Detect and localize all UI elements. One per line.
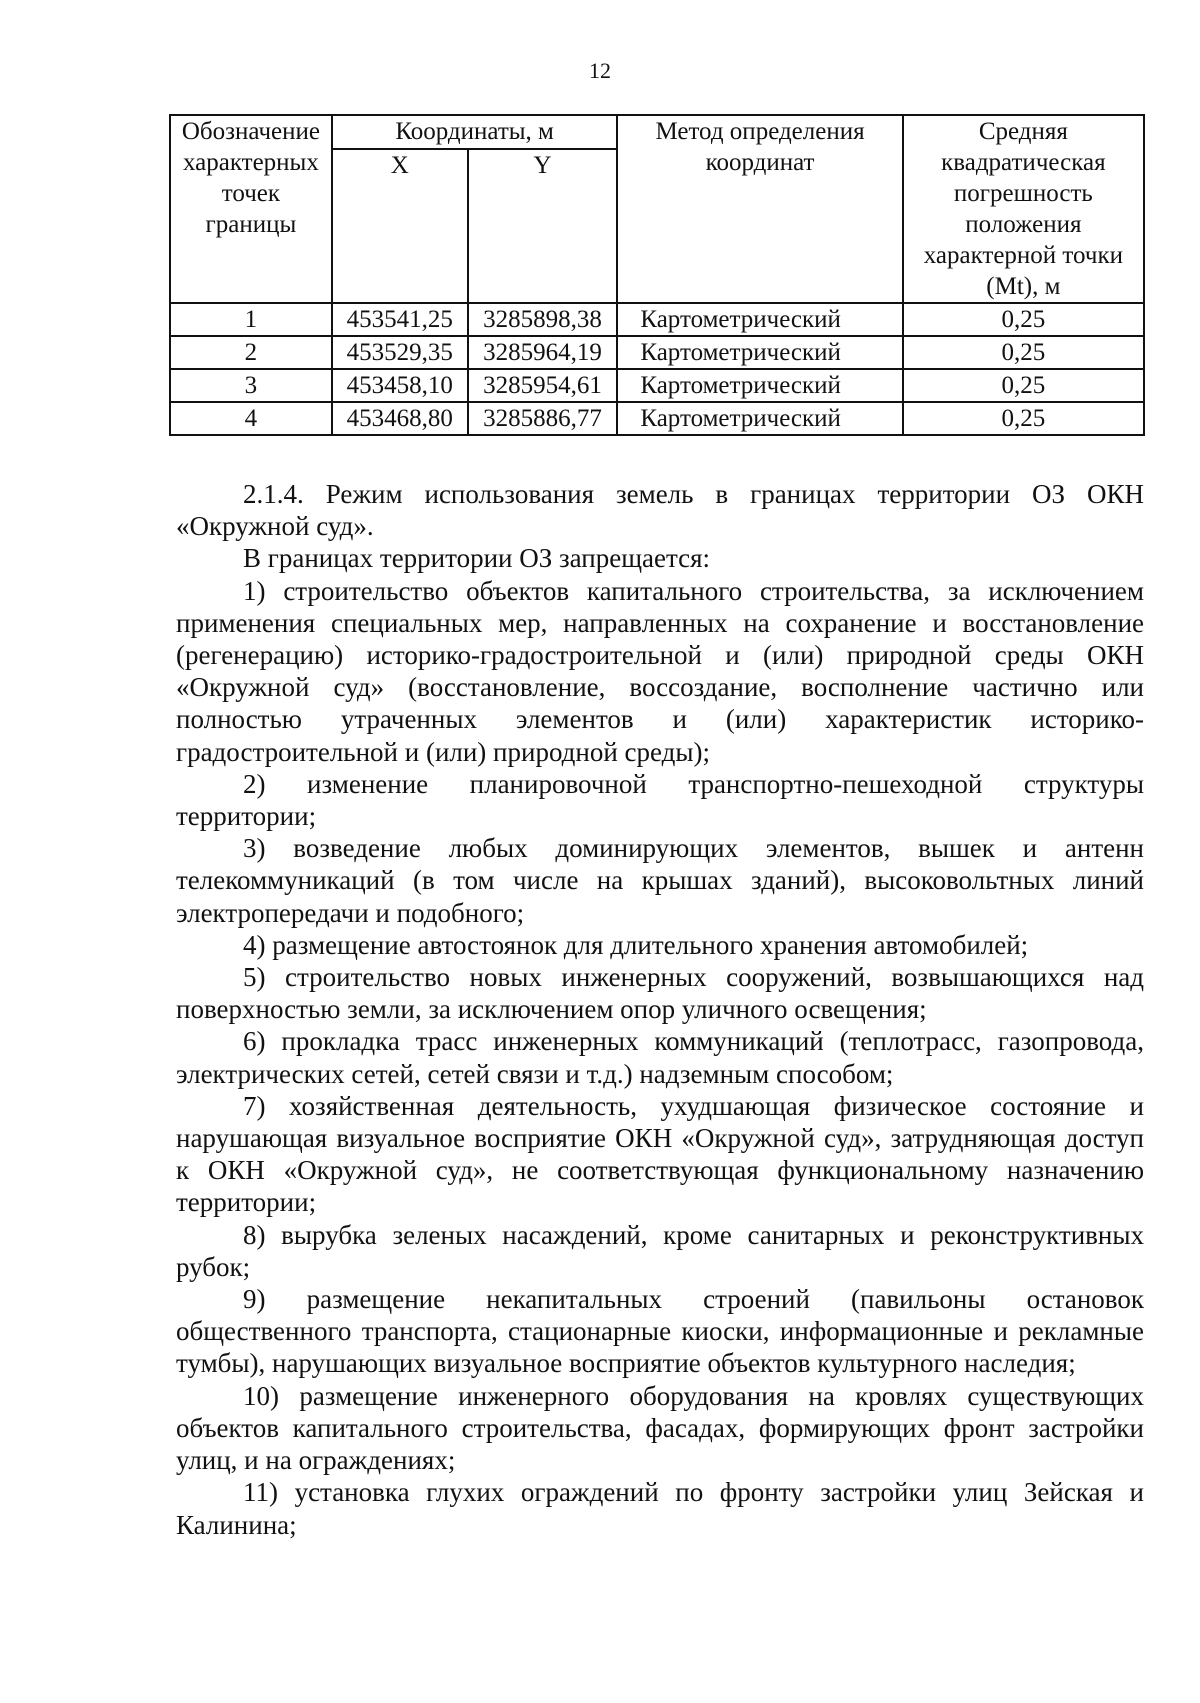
cell-error: 0,25: [903, 336, 1144, 369]
table-row: [170, 303, 1144, 336]
cell-y: 3285964,19: [468, 336, 618, 369]
cell-method: Картометрический: [617, 303, 902, 336]
cell-x: 453458,10: [332, 369, 468, 402]
document-body: [176, 478, 1144, 1541]
list-item: 7) хозяйственная деятельность, ухудшающая физическое состояние и нарушающая визуальное восприятие ОКН «Окружной суд», затрудняющая доступ к ОКН «Окружной суд», не соответствующая функциональному назначению территории;: [176, 1090, 1144, 1218]
cell-error: 0,25: [903, 369, 1144, 402]
list-item: 9) размещение некапитальных строений (павильоны остановок общественного транспорта, стационарные киоски, информационные и рекламные тумбы), нарушающих визуальное восприятие объектов культурного наследия;: [176, 1284, 1144, 1379]
table-row: [170, 336, 1144, 369]
list-item: 3) возведение любых доминирующих элементов, вышек и антенн телекоммуникаций (в том числе на крышах зданий), высоковольтных линий электропередачи и подобного;: [176, 833, 1144, 928]
list-item: 11) установка глухих ограждений по фронту застройки улиц Зейская и Калинина;: [176, 1477, 1144, 1540]
list-item: 8) вырубка зеленых насаждений, кроме санитарных и реконструктивных рубок;: [176, 1219, 1144, 1282]
list-item: 5) строительство новых инженерных сооружений, возвышающихся над поверхностью земли, за исключением опор уличного освещения;: [176, 962, 1144, 1025]
list-item: 4) размещение автостоянок для длительного хранения автомобилей;: [243, 929, 1029, 960]
cell-point: 4: [170, 402, 332, 435]
coordinates-table: [169, 114, 1145, 436]
cell-error: 0,25: [903, 303, 1144, 336]
cell-point: 2: [170, 336, 332, 369]
cell-x: 453541,25: [332, 303, 468, 336]
cell-point: 1: [170, 303, 332, 336]
cell-method: Картометрический: [617, 402, 902, 435]
cell-y: 3285954,61: [468, 369, 618, 402]
cell-method: Картометрический: [617, 336, 902, 369]
table-row: [170, 402, 1144, 435]
list-item: 1) строительство объектов капитального строительства, за исключением применения специальных мер, направленных на сохранение и восстановление (регенерацию) историко-градостроительной и (или) природной среды ОКН «Окружной суд» (восстановление, воссоздание, восполнение частично или полностью утраченных элементов и (или) характеристик историко-градостроительной и (или) природной среды);: [176, 575, 1144, 767]
list-item: 6) прокладка трасс инженерных коммуникаций (теплотрасс, газопровода, электрических сетей, сетей связи и т.д.) надземным способом;: [176, 1026, 1144, 1089]
cell-error: 0,25: [903, 402, 1144, 435]
section-heading: 2.1.4. Режим использования земель в границах территории ОЗ ОКН «Окружной суд».: [176, 479, 1144, 542]
page-number: 12: [589, 58, 611, 83]
list-item: 2) изменение планировочной транспортно-пешеходной структуры территории;: [176, 768, 1144, 832]
header-method: Метод определения координат: [617, 115, 902, 303]
header-x: X: [332, 149, 468, 303]
list-item: 10) размещение инженерного оборудования на кровлях существующих объектов капитального строительства, фасадах, формирующих фронт застройки улиц, и на ограждениях;: [176, 1380, 1144, 1476]
table-row: [170, 369, 1144, 402]
cell-y: 3285886,77: [468, 402, 618, 435]
header-y: Y: [468, 149, 618, 303]
cell-x: 453529,35: [332, 336, 468, 369]
table-header-row: [170, 115, 1144, 149]
header-mean-error: Средняя квадратическая погрешность положения характерной точки (Mt), м: [903, 115, 1144, 303]
cell-y: 3285898,38: [468, 303, 618, 336]
header-coordinates: Координаты, м: [332, 115, 618, 149]
cell-x: 453468,80: [332, 402, 468, 435]
cell-point: 3: [170, 369, 332, 402]
header-point-designation: Обозначение характерных точек границы: [170, 115, 332, 303]
cell-method: Картометрический: [617, 369, 902, 402]
prohibitions-intro: В границах территории ОЗ запрещается:: [243, 543, 711, 574]
